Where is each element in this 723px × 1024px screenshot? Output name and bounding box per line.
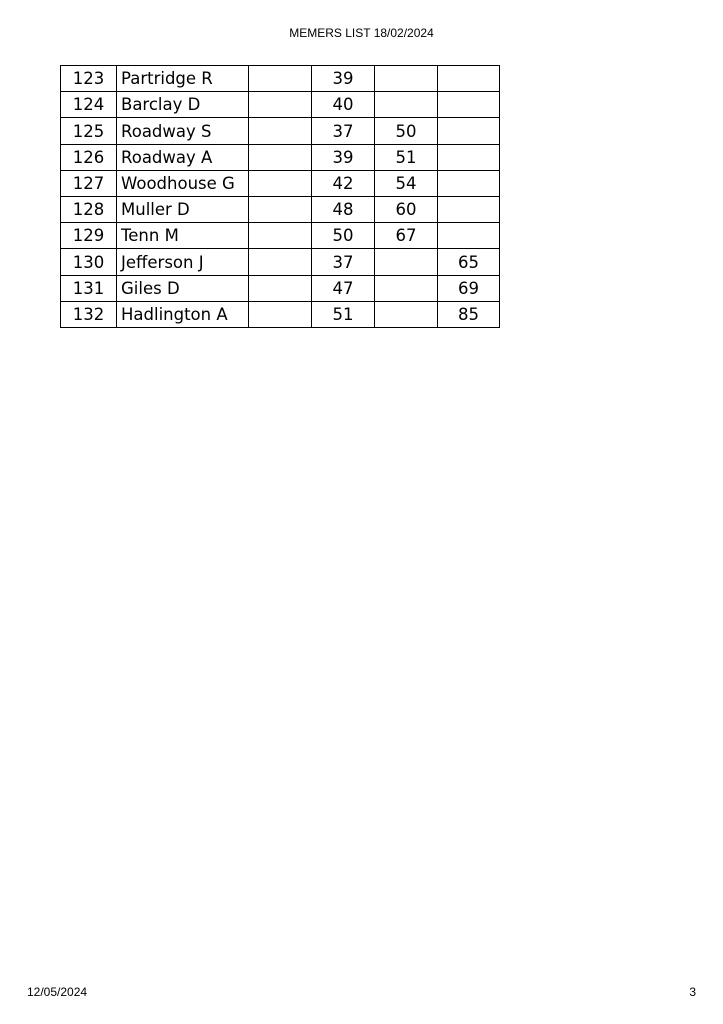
table-row — [61, 196, 500, 222]
member-col-3 — [249, 92, 312, 118]
member-col-6 — [438, 223, 500, 249]
member-col-4: 37 — [312, 118, 375, 144]
footer-date: 12/05/2024 — [27, 985, 88, 999]
member-number: 129 — [61, 223, 117, 249]
member-col-3 — [249, 118, 312, 144]
member-col-4: 40 — [312, 92, 375, 118]
member-col-4: 39 — [312, 144, 375, 170]
member-col-5 — [375, 66, 438, 92]
member-col-3 — [249, 275, 312, 301]
member-col-4: 37 — [312, 249, 375, 275]
member-col-3 — [249, 223, 312, 249]
member-col-6 — [438, 144, 500, 170]
member-name: Woodhouse G — [117, 170, 249, 196]
member-col-5: 60 — [375, 196, 438, 222]
member-number: 130 — [61, 249, 117, 275]
table-row — [61, 223, 500, 249]
member-number: 128 — [61, 196, 117, 222]
member-name: Giles D — [117, 275, 249, 301]
member-col-3 — [249, 196, 312, 222]
member-col-5: 50 — [375, 118, 438, 144]
page-title: MEMERS LIST 18/02/2024 — [289, 26, 434, 40]
member-col-4: 39 — [312, 66, 375, 92]
members-table-body — [61, 66, 500, 328]
member-name: Partridge R — [117, 66, 249, 92]
table-row — [61, 144, 500, 170]
member-col-6: 65 — [438, 249, 500, 275]
member-number: 124 — [61, 92, 117, 118]
member-col-6 — [438, 66, 500, 92]
member-col-4: 48 — [312, 196, 375, 222]
member-name: Muller D — [117, 196, 249, 222]
table-row — [61, 118, 500, 144]
members-table — [60, 65, 500, 328]
member-col-3 — [249, 301, 312, 327]
member-col-4: 50 — [312, 223, 375, 249]
table-row — [61, 301, 500, 327]
member-col-3 — [249, 170, 312, 196]
member-col-5 — [375, 275, 438, 301]
member-number: 132 — [61, 301, 117, 327]
member-col-4: 51 — [312, 301, 375, 327]
member-number: 131 — [61, 275, 117, 301]
member-col-3 — [249, 66, 312, 92]
table-row — [61, 170, 500, 196]
member-col-6 — [438, 118, 500, 144]
member-col-5: 51 — [375, 144, 438, 170]
member-col-5 — [375, 301, 438, 327]
member-name: Tenn M — [117, 223, 249, 249]
member-col-5: 54 — [375, 170, 438, 196]
member-col-4: 42 — [312, 170, 375, 196]
member-col-5: 67 — [375, 223, 438, 249]
member-col-6 — [438, 92, 500, 118]
member-name: Roadway S — [117, 118, 249, 144]
member-name: Jefferson J — [117, 249, 249, 275]
member-name: Roadway A — [117, 144, 249, 170]
member-name: Hadlington A — [117, 301, 249, 327]
member-number: 123 — [61, 66, 117, 92]
member-col-5 — [375, 249, 438, 275]
table-row — [61, 92, 500, 118]
member-col-6: 69 — [438, 275, 500, 301]
member-col-5 — [375, 92, 438, 118]
table-row — [61, 275, 500, 301]
page-number: 3 — [689, 985, 696, 999]
member-col-6 — [438, 170, 500, 196]
table-row — [61, 249, 500, 275]
table-row — [61, 66, 500, 92]
member-col-3 — [249, 144, 312, 170]
member-number: 127 — [61, 170, 117, 196]
member-number: 125 — [61, 118, 117, 144]
member-col-3 — [249, 249, 312, 275]
member-col-6: 85 — [438, 301, 500, 327]
member-number: 126 — [61, 144, 117, 170]
member-col-4: 47 — [312, 275, 375, 301]
member-col-6 — [438, 196, 500, 222]
member-name: Barclay D — [117, 92, 249, 118]
